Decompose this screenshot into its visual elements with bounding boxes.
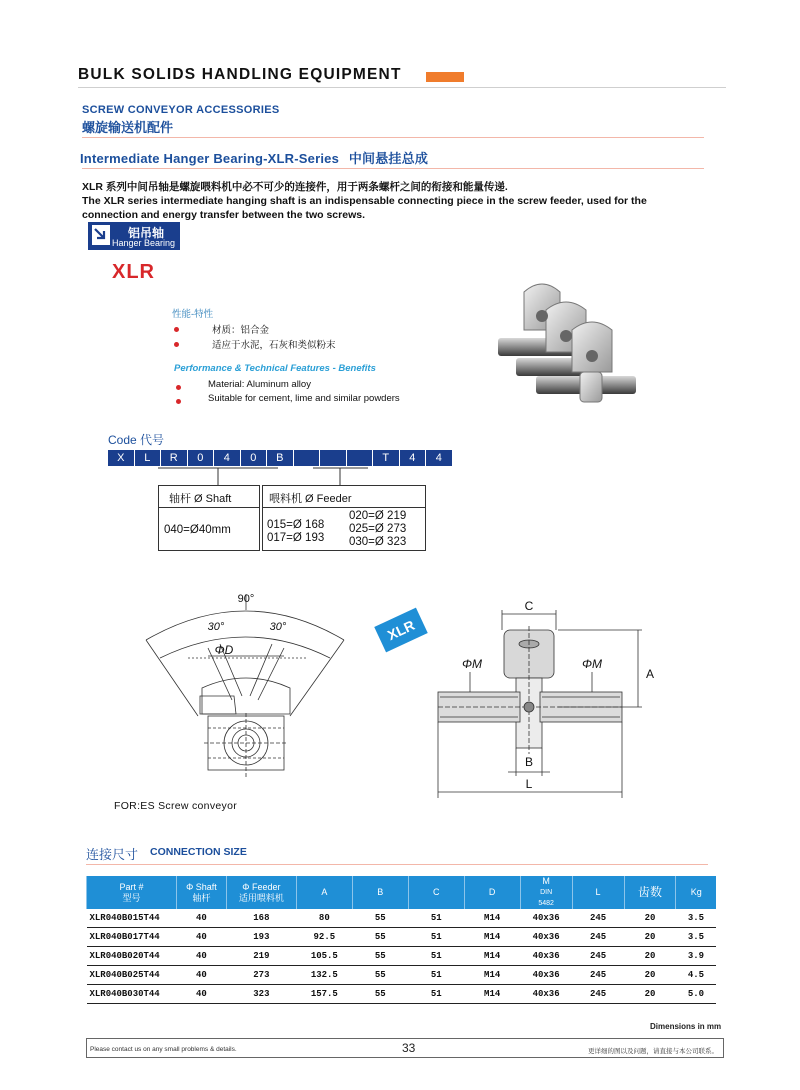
feeder-code-title: 喂料机 Ø Feeder xyxy=(269,493,352,505)
dim-c-label: C xyxy=(524,599,534,613)
table-cell: 40 xyxy=(176,966,226,985)
dimension-drawing xyxy=(430,596,660,802)
table-row xyxy=(87,928,717,947)
table-cell: 245 xyxy=(572,966,624,985)
column-header-text: 5482 xyxy=(538,900,554,907)
table-cell: XLR040B015T44 xyxy=(87,909,177,928)
bullet-icon xyxy=(174,327,179,332)
table-cell: 20 xyxy=(624,909,676,928)
header-accent-bar xyxy=(426,72,464,82)
column-header-text: A xyxy=(321,887,328,897)
table-cell: XLR040B025T44 xyxy=(87,966,177,985)
footer-contact-note-cn: 更详细的图以及问题，请直接与本公司联系。 xyxy=(588,1048,718,1055)
table-cell: 3.5 xyxy=(676,928,716,947)
column-header-text: Φ Feeder xyxy=(242,881,281,892)
section-divider xyxy=(82,137,704,138)
col-header-b xyxy=(352,876,408,909)
shaft-code-title: 轴杆 Ø Shaft xyxy=(169,493,232,505)
table-cell: 51 xyxy=(408,928,464,947)
code-cell: B xyxy=(267,450,294,466)
dimensions-note: Dimensions in mm xyxy=(650,1022,722,1031)
col-header-kg xyxy=(676,876,716,909)
column-header-text: Kg xyxy=(690,887,702,897)
code-cell xyxy=(320,450,347,466)
product-photo xyxy=(494,272,644,412)
code-cell: X xyxy=(108,450,135,466)
angle-90-label: 90° xyxy=(237,593,255,605)
table-cell: XLR040B030T44 xyxy=(87,985,177,1004)
table-cell: 40x36 xyxy=(520,947,572,966)
arrow-down-right-icon xyxy=(92,225,110,245)
hanger-bearing-tag xyxy=(88,222,180,250)
table-cell: 3.9 xyxy=(676,947,716,966)
table-cell: 40x36 xyxy=(520,966,572,985)
table-cell: 80 xyxy=(296,909,352,928)
column-header-text: D xyxy=(488,887,496,897)
code-cell: 0 xyxy=(188,450,215,466)
table-cell: 132.5 xyxy=(296,966,352,985)
table-cell: 3.5 xyxy=(676,909,716,928)
column-header-text: DIN xyxy=(540,889,553,896)
table-cell: 40x36 xyxy=(520,928,572,947)
table-header-row xyxy=(87,876,717,909)
col-header-shaft xyxy=(176,876,226,909)
dim-b-label: B xyxy=(524,755,534,769)
bullet-icon xyxy=(174,342,179,347)
table-cell: 40x36 xyxy=(520,909,572,928)
table-cell: M14 xyxy=(464,985,520,1004)
column-header-text: C xyxy=(432,887,440,897)
col-header-feeder xyxy=(226,876,296,909)
column-header-text: 齿数 xyxy=(637,885,662,899)
table-cell: 4.5 xyxy=(676,966,716,985)
footer-contact-note: Please contact us on any small problems & details. xyxy=(90,1046,237,1053)
table-cell: 55 xyxy=(352,985,408,1004)
table-row xyxy=(87,909,717,928)
feeder-option: 017=Ø 193 xyxy=(267,532,325,544)
table-cell: 55 xyxy=(352,928,408,947)
col-header-part xyxy=(87,876,177,909)
table-cell: XLR040B020T44 xyxy=(87,947,177,966)
code-cell: T xyxy=(373,450,400,466)
table-cell: 40 xyxy=(176,909,226,928)
table-cell: 245 xyxy=(572,909,624,928)
table-cell: 193 xyxy=(226,928,296,947)
xlr-badge: XLR xyxy=(374,608,428,653)
application-note: FOR:ES Screw conveyor xyxy=(114,800,237,812)
table-title-en: CONNECTION SIZE xyxy=(150,846,247,858)
column-header-text: L xyxy=(595,887,601,897)
table-row xyxy=(87,985,717,1004)
product-title-en: Intermediate Hanger Bearing-XLR-Series xyxy=(80,151,340,166)
table-cell: 168 xyxy=(226,909,296,928)
column-header-text: 型号 xyxy=(122,892,141,903)
code-cells xyxy=(108,450,453,466)
col-header-d xyxy=(464,876,520,909)
code-cell xyxy=(294,450,321,466)
col-header-a xyxy=(296,876,352,909)
product-description-cn: XLR 系列中间吊轴是螺旋喂料机中必不可少的连接件，用于两条螺杆之间的衔接和能量传递. xyxy=(82,181,508,193)
table-cell: 92.5 xyxy=(296,928,352,947)
series-logo: XLR xyxy=(112,261,155,283)
header-title: BULK SOLIDS HANDLING EQUIPMENT xyxy=(78,66,402,83)
table-cell: 20 xyxy=(624,928,676,947)
col-header-teeth xyxy=(624,876,676,909)
bullet-icon xyxy=(176,399,181,404)
table-cell: 323 xyxy=(226,985,296,1004)
code-label: Code 代号 xyxy=(108,433,165,447)
table-cell: 40x36 xyxy=(520,985,572,1004)
code-cell: 4 xyxy=(214,450,241,466)
dim-a-label: A xyxy=(646,667,655,681)
table-cell: M14 xyxy=(464,928,520,947)
feature-en-2: Suitable for cement, lime and similar powders xyxy=(208,393,400,404)
feeder-box-divider xyxy=(263,507,425,508)
feeder-option: 025=Ø 273 xyxy=(349,523,407,535)
feeder-option: 015=Ø 168 xyxy=(267,519,325,531)
code-cell: R xyxy=(161,450,188,466)
table-cell: 245 xyxy=(572,928,624,947)
table-cell: 51 xyxy=(408,985,464,1004)
dim-phi-m-left-label: ΦM xyxy=(461,657,483,671)
table-cell: M14 xyxy=(464,909,520,928)
table-cell: M14 xyxy=(464,947,520,966)
table-cell: 245 xyxy=(572,947,624,966)
code-cell xyxy=(347,450,374,466)
table-cell: XLR040B017T44 xyxy=(87,928,177,947)
table-cell: 105.5 xyxy=(296,947,352,966)
col-header-m xyxy=(520,876,572,909)
table-cell: 245 xyxy=(572,985,624,1004)
column-header-text: B xyxy=(377,887,384,897)
table-divider xyxy=(86,864,708,865)
table-cell: 51 xyxy=(408,947,464,966)
col-header-c xyxy=(408,876,464,909)
table-cell: 219 xyxy=(226,947,296,966)
column-header-text: 适用喂料机 xyxy=(238,892,284,903)
shaft-code-value: 040=Ø40mm xyxy=(164,524,231,536)
product-title xyxy=(80,148,428,167)
table-cell: 40 xyxy=(176,985,226,1004)
section-title-en: SCREW CONVEYOR ACCESSORIES xyxy=(82,104,280,116)
table-cell: 273 xyxy=(226,966,296,985)
table-cell: 20 xyxy=(624,947,676,966)
column-header-text: Part # xyxy=(119,881,144,892)
table-title-cn: 连接尺寸 xyxy=(86,847,139,862)
tag-label-en: Hanger Bearing xyxy=(112,238,176,248)
connection-size-table xyxy=(86,876,716,1004)
feature-cn-1: 材质：铝合金 xyxy=(212,325,270,336)
column-header-text: M xyxy=(542,876,550,886)
table-cell: 51 xyxy=(408,966,464,985)
table-cell: 55 xyxy=(352,909,408,928)
features-title-cn: 性能-特性 xyxy=(172,309,214,320)
feeder-option: 020=Ø 219 xyxy=(349,510,407,522)
dim-phi-m-right-label: ΦM xyxy=(581,657,603,671)
phi-d-label: ΦD xyxy=(214,643,234,657)
column-header-text: Φ Shaft xyxy=(186,881,217,892)
angle-drawing xyxy=(108,588,358,798)
page-number: 33 xyxy=(402,1041,416,1055)
table-row xyxy=(87,966,717,985)
code-cell: 4 xyxy=(400,450,427,466)
code-cell: 4 xyxy=(426,450,453,466)
angle-30-left-label: 30° xyxy=(207,621,225,633)
feature-en-1: Material: Aluminum alloy xyxy=(208,379,311,390)
table-cell: 55 xyxy=(352,947,408,966)
tag-label-cn: 铝吊轴 xyxy=(128,226,165,240)
features-title-en: Performance & Technical Features - Benefits xyxy=(174,363,376,374)
feature-cn-2: 适应于水泥，石灰和类似粉末 xyxy=(212,340,336,351)
column-header-text: 轴杆 xyxy=(192,892,211,903)
table-cell: 20 xyxy=(624,985,676,1004)
dim-l-label: L xyxy=(525,777,533,791)
table-cell: 40 xyxy=(176,928,226,947)
product-title-cn: 中间悬挂总成 xyxy=(348,151,429,166)
header-divider xyxy=(78,87,726,88)
code-cell: 0 xyxy=(241,450,268,466)
product-description-en: The XLR series intermediate hanging shaft is an indispensable connecting piece in the screw feeder, used for the connection and energy transfer between the two screws. xyxy=(82,195,647,221)
table-cell: 20 xyxy=(624,966,676,985)
feeder-option: 030=Ø 323 xyxy=(349,536,407,548)
section-title-cn: 螺旋输送机配件 xyxy=(82,120,174,135)
table-cell: 157.5 xyxy=(296,985,352,1004)
product-divider xyxy=(82,168,704,169)
table-row xyxy=(87,947,717,966)
table-cell: 40 xyxy=(176,947,226,966)
shaft-code-box xyxy=(158,485,260,551)
bullet-icon xyxy=(176,385,181,390)
shaft-box-divider xyxy=(159,507,259,508)
product-description xyxy=(82,180,702,222)
feeder-code-box xyxy=(262,485,426,551)
table-cell: 55 xyxy=(352,966,408,985)
col-header-l xyxy=(572,876,624,909)
angle-30-right-label: 30° xyxy=(269,621,287,633)
table-cell: 51 xyxy=(408,909,464,928)
table-cell: 5.0 xyxy=(676,985,716,1004)
table-cell: M14 xyxy=(464,966,520,985)
code-cell: L xyxy=(135,450,162,466)
